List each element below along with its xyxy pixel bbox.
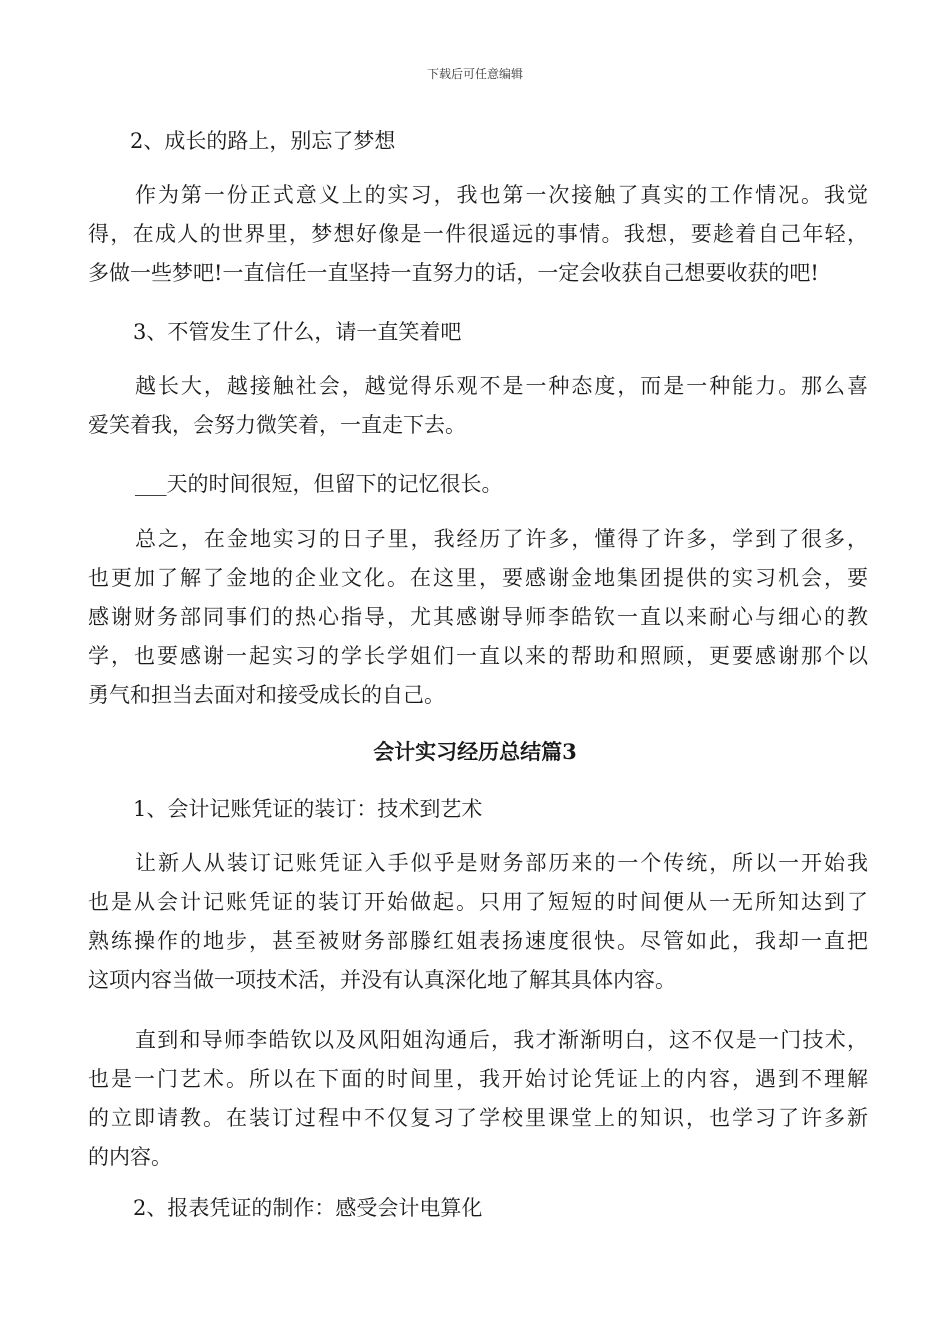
- paragraph-line: 感谢财务部同事们的热心指导，尤其感谢导师李皓钦一直以来耐心与细心的教: [88, 605, 868, 629]
- heading-smile-text: 3、不管发生了什么，请一直笑着吧: [133, 320, 462, 344]
- paragraph-line: 爱笑着我，会努力微笑着，一直走下去。: [88, 413, 466, 437]
- paragraph-smile: [88, 367, 868, 445]
- paragraph-line: 直到和导师李皓钦以及风阳姐沟通后，我才渐渐明白，这不仅是一门技术，: [135, 1028, 868, 1052]
- paragraph-line: 这项内容当做一项技术活，并没有认真深化地了解其具体内容。: [88, 968, 676, 992]
- paragraph-line: 的内容。: [88, 1145, 172, 1169]
- paragraph-binding: [88, 844, 868, 1000]
- paragraph-line: 多做一些梦吧!一直信任一直坚持一直努力的话，一定会收获自己想要收获的吧!: [88, 261, 819, 285]
- paragraph-line: 的立即请教。在装订过程中不仅复习了学校里课堂上的知识，也学习了许多新: [88, 1106, 868, 1130]
- paragraph-days: [88, 465, 868, 504]
- paragraph-line: 也更加了解了金地的企业文化。在这里，要感谢金地集团提供的实习机会，要: [88, 566, 868, 590]
- heading-dream: [88, 122, 868, 161]
- paragraph-line: 让新人从装订记账凭证入手似乎是财务部历来的一个传统，所以一开始我: [135, 851, 868, 875]
- paragraph-line: 得，在成人的世界里，梦想好像是一件很遥远的事情。我想，要趁着自己年轻，: [88, 222, 868, 246]
- paragraph-line: 总之，在金地实习的日子里，我经历了许多，懂得了许多，学到了很多，: [135, 527, 868, 551]
- paragraph-line: 勇气和担当去面对和接受成长的自己。: [88, 683, 445, 707]
- paragraph-line: 也是一门艺术。所以在下面的时间里，我开始讨论凭证上的内容，遇到不理解: [88, 1067, 868, 1091]
- page-header: 下载后可任意编辑: [426, 67, 523, 81]
- paragraph-art: [88, 1021, 868, 1177]
- heading-smile: [88, 313, 868, 352]
- heading-reports-text: 2、报表凭证的制作：感受会计电算化: [133, 1196, 483, 1220]
- heading-reports: [88, 1189, 868, 1228]
- paragraph-line: 学，也要感谢一起实习的学长学姐们一直以来的帮助和照顾，更要感谢那个以: [88, 644, 868, 668]
- heading-dream-text: 2、成长的路上，别忘了梦想: [130, 129, 396, 153]
- paragraph-dream: [88, 176, 868, 293]
- paragraph-line: 越长大，越接触社会，越觉得乐观不是一种态度，而是一种能力。那么喜: [135, 374, 868, 398]
- heading-binding: [88, 790, 868, 829]
- heading-binding-text: 1、会计记账凭证的装订：技术到艺术: [133, 797, 483, 821]
- paragraph-line: 也是从会计记账凭证的装订开始做起。只用了短短的时间便从一无所知达到了: [88, 890, 868, 914]
- paragraph-summary: [88, 520, 868, 715]
- paragraph-line: 作为第一份正式意义上的实习，我也第一次接触了真实的工作情况。我觉: [135, 183, 868, 207]
- paragraph-line: ___天的时间很短，但留下的记忆很长。: [135, 472, 503, 496]
- paragraph-line: 熟练操作的地步，甚至被财务部滕红姐表扬速度很快。尽管如此，我却一直把: [88, 929, 868, 953]
- section-title: 会计实习经历总结篇3: [373, 739, 577, 764]
